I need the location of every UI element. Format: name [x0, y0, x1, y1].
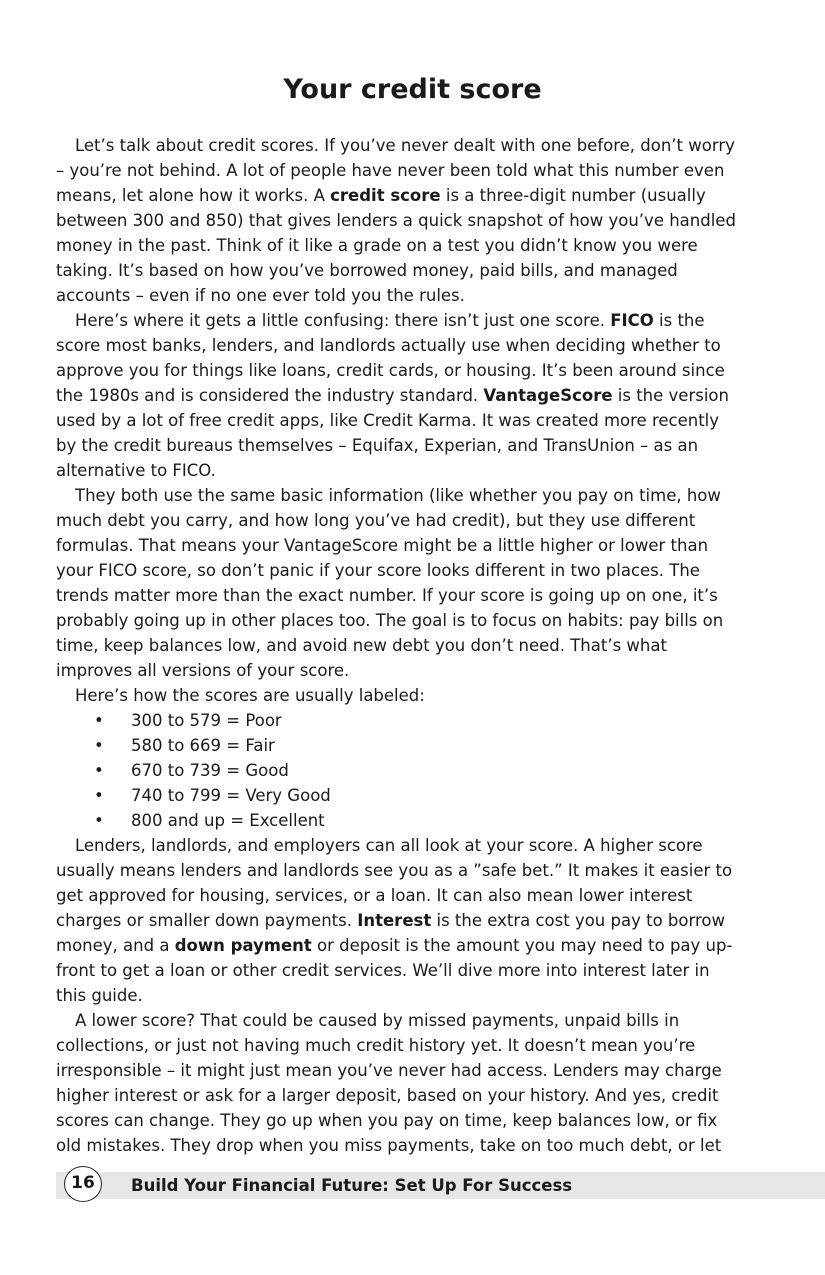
- text-run: is the score most banks, lenders, and landlords actually use when deciding whether to approve you for things like loans, credit cards, or housing. It’s been around since the 1980s and is considered the industry standard.: [56, 311, 725, 405]
- text-run: Here’s how the scores are usually labeled:: [75, 686, 425, 705]
- score-range-item: • 300 to 579 = Poor: [56, 708, 736, 733]
- paragraph: [56, 1008, 736, 1158]
- paragraph: [56, 683, 736, 708]
- text-run: Here’s where it gets a little confusing: there isn’t just one score.: [75, 311, 611, 330]
- paragraph: [56, 833, 736, 1008]
- paragraph: [56, 483, 736, 683]
- text-run: is the version used by a lot of free credit apps, like Credit Karma. It was created more recently by the credit bureaus themselves – Equifax, Experian, and TransUnion – as an alternative to FICO.: [56, 386, 729, 480]
- score-range-item: • 670 to 739 = Good: [56, 758, 736, 783]
- score-range-item: • 580 to 669 = Fair: [56, 733, 736, 758]
- paragraph: [56, 308, 736, 483]
- score-range-item: • 800 and up = Excellent: [56, 808, 736, 833]
- bold-term: down payment: [174, 936, 312, 955]
- text-run: or deposit is the amount you may need to pay up-front to get a loan or other credit services. We’ll dive more into interest later in this guide.: [56, 936, 733, 1005]
- text-run: is the extra cost you pay to borrow money, and a: [56, 911, 725, 955]
- article-body: [56, 133, 736, 1158]
- bold-term: VantageScore: [483, 386, 613, 405]
- page-number: 16: [64, 1166, 102, 1202]
- bold-term: credit score: [330, 186, 441, 205]
- bold-term: Interest: [357, 911, 432, 930]
- score-range-list: [56, 708, 736, 833]
- paragraph: [56, 133, 736, 308]
- footer-book-title: Build Your Financial Future: Set Up For Success: [131, 1176, 573, 1195]
- text-run: They both use the same basic information (like whether you pay on time, how much debt you carry, and how long you’ve had credit), but they use different formulas. That means your VantageScore might be a little higher or lower than your FICO score, so don’t panic if your score looks different in two places. The trends matter more than the exact number. If your score is going up on one, it’s probably going up in other places too. The goal is to focus on habits: pay bills on time, keep balances low, and avoid new debt you don’t need. That’s what improves all versions of your score.: [56, 486, 724, 680]
- page-title: Your credit score: [283, 74, 542, 105]
- closing-paragraphs: [56, 833, 736, 1158]
- text-run: is a three-digit number (usually between 300 and 850) that gives lenders a quick snapshot of how you’ve handled money in the past. Think of it like a grade on a test you didn’t know you were taking. It’s based on how you’ve borrowed money, paid bills, and managed accounts – even if no one ever told you the rules.: [56, 186, 736, 305]
- score-range-item: • 740 to 799 = Very Good: [56, 783, 736, 808]
- text-run: Let’s talk about credit scores. If you’ve never dealt with one before, don’t worry – you’re not behind. A lot of people have never been told what this number even means, let alone how it works. A: [56, 136, 735, 205]
- text-run: Lenders, landlords, and employers can all look at your score. A higher score usually means lenders and landlords see you as a ”safe bet.” It makes it easier to get approved for housing, services, or a loan. It can also mean lower interest charges or smaller down payments.: [56, 836, 733, 930]
- intro-paragraphs: [56, 133, 736, 708]
- text-run: A lower score? That could be caused by missed payments, unpaid bills in collections, or just not having much credit history yet. It doesn’t mean you’re irresponsible – it might just mean you’ve never had access. Lenders may charge higher interest or ask for a larger deposit, based on your history. And yes, credit scores can change. They go up when you pay on time, keep balances low, or fix old mistakes. They drop when you miss payments, take on too much debt, or let: [56, 1011, 722, 1155]
- bold-term: FICO: [610, 311, 654, 330]
